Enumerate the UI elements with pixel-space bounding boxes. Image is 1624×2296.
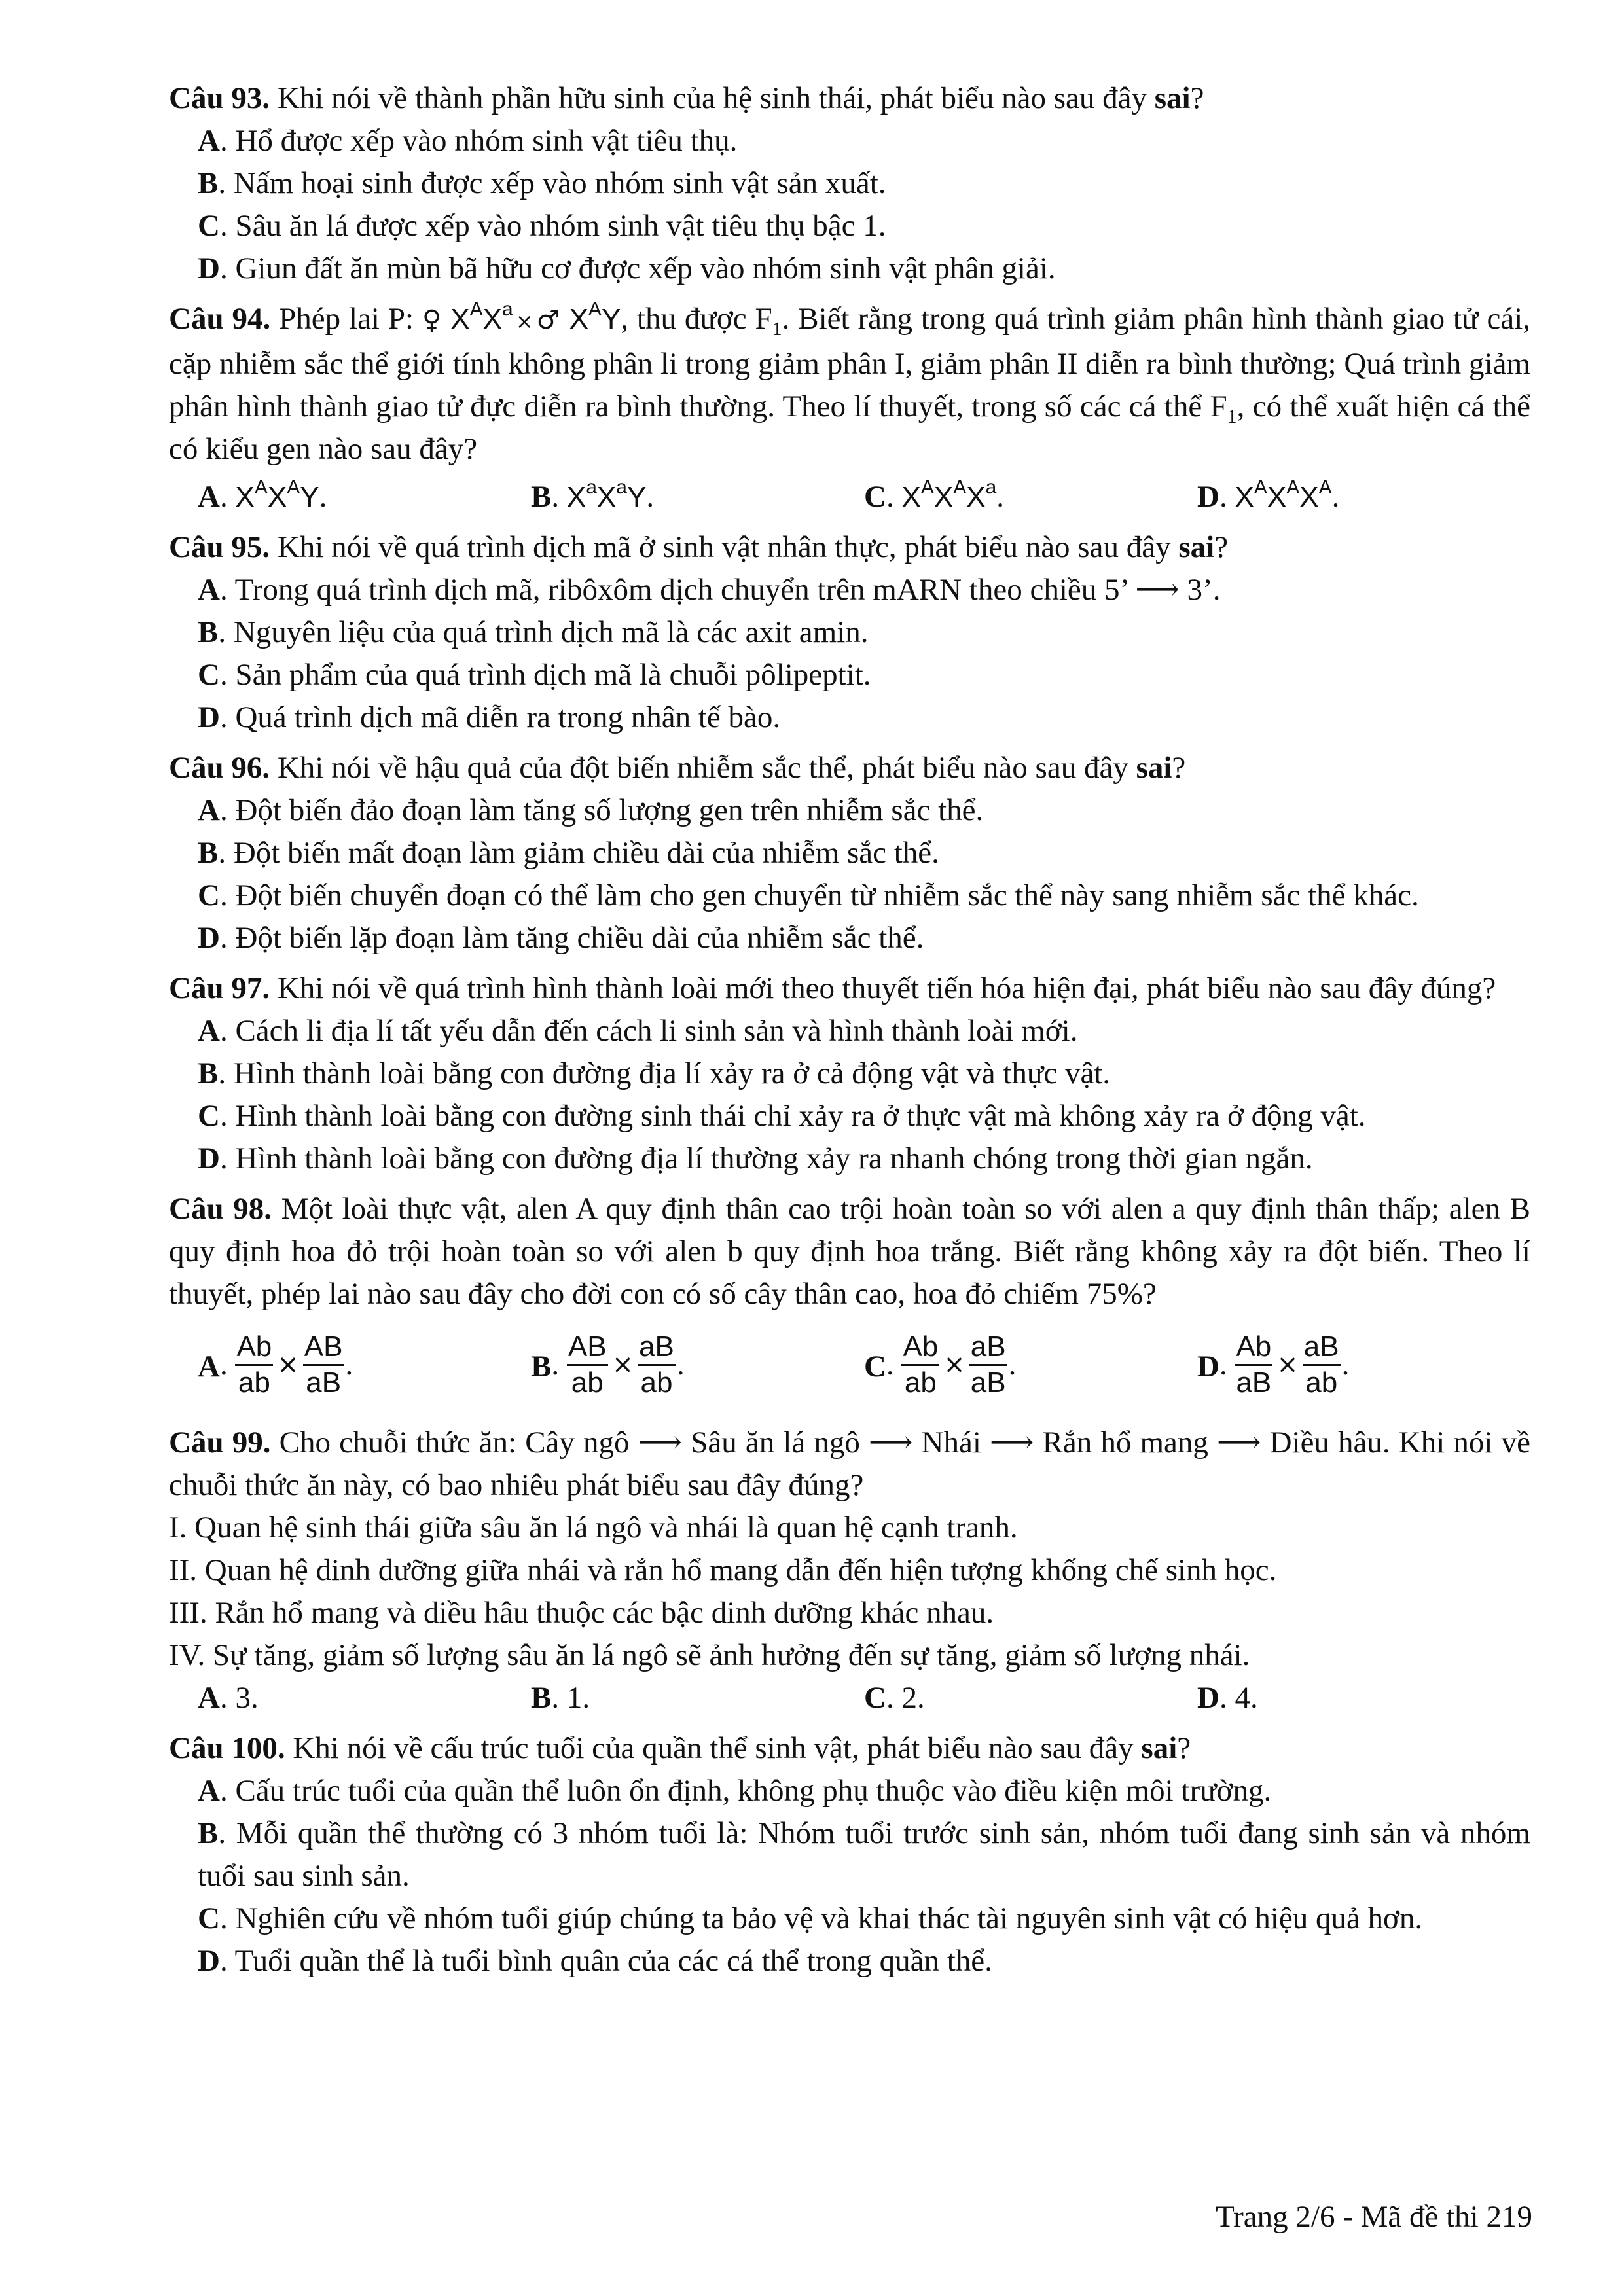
statement: I. Quan hệ sinh thái giữa sâu ăn lá ngô và nhái là quan hệ cạnh tranh. bbox=[169, 1511, 1018, 1545]
male-symbol-icon: ♂ bbox=[535, 305, 561, 335]
question-number: Câu 95. bbox=[169, 530, 270, 564]
option-a[interactable]: A. Cách li địa lí tất yếu dẫn đến cách li sinh sản và hình thành loài mới. bbox=[198, 1014, 1078, 1048]
option-c[interactable]: C. Hình thành loài bằng con đường sinh thái chỉ xảy ra ở thực vật mà không xảy ra ở động vật. bbox=[198, 1099, 1366, 1133]
question-stem: Câu 95. Khi nói về quá trình dịch mã ở sinh vật nhân thực, phát biểu nào sau đây sai? bbox=[169, 530, 1229, 564]
question-94 bbox=[169, 298, 1530, 518]
option-d[interactable]: D. Quá trình dịch mã diễn ra trong nhân tế bào. bbox=[198, 700, 781, 734]
option-d[interactable]: D. $X^AX^AX^A$. bbox=[1197, 476, 1340, 514]
genotype-male: $X^AY$ bbox=[569, 298, 621, 335]
options-row bbox=[169, 1316, 1530, 1414]
question-98 bbox=[169, 1188, 1530, 1414]
options-row bbox=[169, 476, 1530, 518]
option-c[interactable]: C. Nghiên cứu về nhóm tuổi giúp chúng ta bảo vệ và khai thác tài nguyên sinh vật có hiệu quả hơn. bbox=[198, 1901, 1423, 1935]
genotype-female: $X^AX^a$ bbox=[450, 298, 513, 335]
option-d[interactable]: D. Đột biến lặp đoạn làm tăng chiều dài của nhiễm sắc thể. bbox=[198, 921, 924, 955]
question-stem: Câu 98. Một loài thực vật, alen A quy định thân cao trội hoàn toàn so với alen a quy định thân thấp; alen B quy định hoa đỏ trội hoàn toàn so với alen b quy định hoa trắng. Biết rằng không xảy ra đột biến. Theo lí thuyết, phép lai nào sau đây cho đời con có số cây thân cao, hoa đỏ chiếm 75%? bbox=[169, 1192, 1530, 1311]
question-number: Câu 97. bbox=[169, 971, 270, 1005]
question-95 bbox=[169, 526, 1530, 739]
option-c[interactable]: C. 2. bbox=[864, 1681, 925, 1715]
option-d[interactable]: D. Tuổi quần thể là tuổi bình quân của các cá thể trong quần thể. bbox=[198, 1944, 992, 1978]
option-b[interactable]: B. 1. bbox=[531, 1681, 590, 1715]
statement: IV. Sự tăng, giảm số lượng sâu ăn lá ngô sẽ ảnh hưởng đến sự tăng, giảm số lượng nhái. bbox=[169, 1638, 1250, 1672]
question-stem: Câu 94. Phép lai P: ♀ $X^AX^a$ × ♂ $X^AY$, thu được $F_1$. Biết rằng trong quá trình giảm phân hình thành giao tử cái, cặp nhiễm sắc thể giới tính không phân li trong giảm phân I, giảm phân II diễn ra bình thường; Quá trình giảm phân hình thành giao tử đực diễn ra bình thường. Theo lí thuyết, trong số các cá thể $F_1$, có thể xuất hiện cá thể có kiểu gen nào sau đây? bbox=[169, 298, 1530, 466]
question-number: Câu 94. bbox=[169, 302, 271, 336]
options-row bbox=[169, 1677, 1530, 1719]
option-d[interactable]: D . $\frac{Ab}{aB}$ × $\frac{aB}{ab}$ . bbox=[1197, 1330, 1350, 1399]
option-c[interactable]: C . $\frac{Ab}{ab}$ × $\frac{aB}{aB}$ . bbox=[864, 1330, 1017, 1399]
statement: II. Quan hệ dinh dưỡng giữa nhái và rắn hổ mang dẫn đến hiện tượng khống chế sinh học. bbox=[169, 1553, 1277, 1587]
question-number: Câu 96. bbox=[169, 751, 270, 785]
option-b[interactable]: B. $X^aX^aY$. bbox=[531, 476, 655, 514]
statement: III. Rắn hổ mang và diều hâu thuộc các bậc dinh dưỡng khác nhau. bbox=[169, 1596, 994, 1630]
option-a[interactable]: A. Trong quá trình dịch mã, ribôxôm dịch chuyển trên mARN theo chiều 5’ ⟶ 3’. bbox=[198, 573, 1221, 607]
page-footer: Trang 2/6 - Mã đề thi 219 bbox=[1216, 2200, 1532, 2234]
option-c[interactable]: C. $X^AX^AX^a$. bbox=[864, 476, 1004, 514]
question-stem: Câu 96. Khi nói về hậu quả của đột biến nhiễm sắc thể, phát biểu nào sau đây sai? bbox=[169, 751, 1186, 785]
question-stem: Câu 99. Cho chuỗi thức ăn: Cây ngô ⟶ Sâu ăn lá ngô ⟶ Nhái ⟶ Rắn hổ mang ⟶ Diều hâu. Khi nói về chuỗi thức ăn này, có bao nhiêu phát biểu sau đây đúng? bbox=[169, 1426, 1530, 1502]
option-d[interactable]: D. 4. bbox=[1197, 1681, 1258, 1715]
option-c[interactable]: C. Sâu ăn lá được xếp vào nhóm sinh vật tiêu thụ bậc 1. bbox=[198, 209, 886, 243]
question-stem: Câu 97. Khi nói về quá trình hình thành loài mới theo thuyết tiến hóa hiện đại, phát biểu nào sau đây đúng? bbox=[169, 971, 1496, 1005]
option-a[interactable]: A. Đột biến đảo đoạn làm tăng số lượng gen trên nhiễm sắc thể. bbox=[198, 793, 984, 827]
question-number: Câu 99. bbox=[169, 1426, 271, 1460]
option-b[interactable]: B. Mỗi quần thể thường có 3 nhóm tuổi là: Nhóm tuổi trước sinh sản, nhóm tuổi đang sinh sản và nhóm tuổi sau sinh sản. bbox=[198, 1816, 1530, 1893]
option-a[interactable]: A. $X^AX^AY$. bbox=[198, 476, 327, 514]
option-a[interactable]: A. Hổ được xếp vào nhóm sinh vật tiêu thụ. bbox=[198, 124, 738, 158]
question-number: Câu 93. bbox=[169, 81, 270, 115]
option-a[interactable]: A. Cấu trúc tuổi của quần thể luôn ổn định, không phụ thuộc vào điều kiện môi trường. bbox=[198, 1774, 1272, 1808]
option-b[interactable]: B. Nguyên liệu của quá trình dịch mã là các axit amin. bbox=[198, 615, 869, 649]
option-a[interactable]: A . $\frac{Ab}{ab}$ × $\frac{AB}{aB}$ . bbox=[198, 1330, 353, 1399]
option-d[interactable]: D. Giun đất ăn mùn bã hữu cơ được xếp vào nhóm sinh vật phân giải. bbox=[198, 251, 1056, 285]
option-a[interactable]: A. 3. bbox=[198, 1681, 259, 1715]
option-b[interactable]: B. Hình thành loài bằng con đường địa lí xảy ra ở cả động vật và thực vật. bbox=[198, 1056, 1111, 1090]
question-number: Câu 98. bbox=[169, 1192, 272, 1226]
exam-page bbox=[169, 77, 1530, 1982]
option-c[interactable]: C. Đột biến chuyển đoạn có thể làm cho gen chuyển từ nhiễm sắc thể này sang nhiễm sắc thể khác. bbox=[198, 878, 1419, 912]
option-c[interactable]: C. Sản phẩm của quá trình dịch mã là chuỗi pôlipeptit. bbox=[198, 658, 871, 692]
question-stem: Câu 93. Khi nói về thành phần hữu sinh của hệ sinh thái, phát biểu nào sau đây sai? bbox=[169, 81, 1204, 115]
question-99 bbox=[169, 1422, 1530, 1719]
question-stem: Câu 100. Khi nói về cấu trúc tuổi của quần thể sinh vật, phát biểu nào sau đây sai? bbox=[169, 1731, 1191, 1765]
option-d[interactable]: D. Hình thành loài bằng con đường địa lí thường xảy ra nhanh chóng trong thời gian ngắn. bbox=[198, 1141, 1313, 1175]
question-97 bbox=[169, 967, 1530, 1180]
female-symbol-icon: ♀ bbox=[422, 305, 442, 335]
option-b[interactable]: B. Đột biến mất đoạn làm giảm chiều dài của nhiễm sắc thể. bbox=[198, 836, 939, 870]
question-93 bbox=[169, 77, 1530, 290]
question-number: Câu 100. bbox=[169, 1731, 285, 1765]
option-b[interactable]: B. Nấm hoại sinh được xếp vào nhóm sinh vật sản xuất. bbox=[198, 166, 886, 200]
question-96 bbox=[169, 747, 1530, 960]
option-b[interactable]: B . $\frac{AB}{ab}$ × $\frac{aB}{ab}$ . bbox=[531, 1330, 685, 1399]
question-100 bbox=[169, 1727, 1530, 1982]
